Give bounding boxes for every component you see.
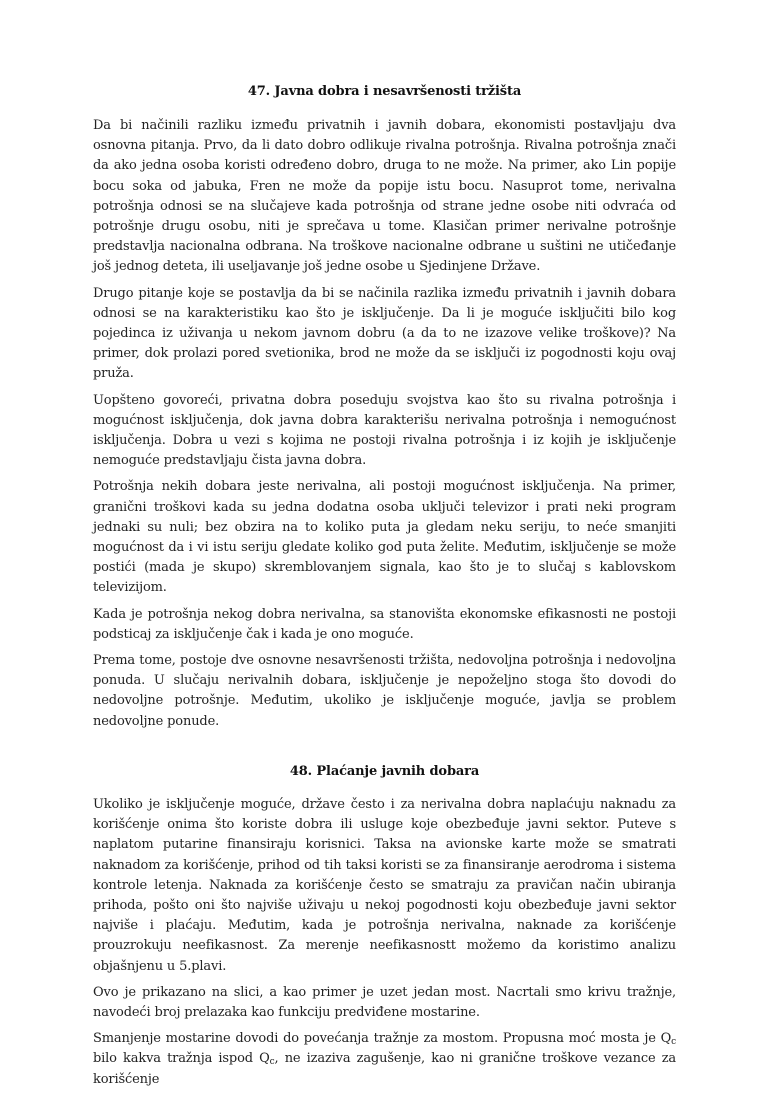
paragraph: Drugo pitanje koje se postavlja da bi se načinila razlika između privatnih i javnih dobara odnosi se na karakteristiku kao što je isključenje. Da li je moguće isključiti bilo kog pojedinca iz uživanja u nekom javnom dobru (a da to ne izazove velike troškove)? Na primer, dok prolazi pored svetionika, brod ne može da se isključi iz pogodnosti koju ovaj pruža.	[93, 285, 676, 382]
paragraph: Potrošnja nekih dobara jeste nerivalna, ali postoji mogućnost isključenja. Na primer, granični troškovi kada su jedna dodatna osoba uključi televizor i prati neki program jednaki su nuli; bez obzira na to koliko puta ja gledam neku seriju, to neće smanjiti mogućnost da i vi istu seriju gledate koliko god puta želite. Međutim, isključenje se može postići (mada je skupo) skremblovanjem signala, kao što je to slučaj s kablovskom televizijom.	[93, 479, 676, 596]
paragraph: Ovo je prikazano na slici, a kao primer je uzet jedan most. Nacrtali smo krivu tražnje, navodeći broj prelazaka kao funkciju predviđene mostarine.	[93, 984, 676, 1020]
subscript: c	[269, 1057, 275, 1068]
text-run: bilo kakva tražnja ispod Q	[93, 1051, 270, 1067]
text-run: , ne izaziva zagušenje, kao ni granične troškove vezance za korišćenje	[93, 1051, 677, 1087]
paragraph: Kada je potrošnja nekog dobra nerivalna, sa stanovišta ekonomske efikasnosti ne postoji podsticaj za isključenje čak i kada je ono moguće.	[93, 606, 676, 642]
paragraph: Da bi načinili razliku između privatnih i javnih dobara, ekonomisti postavljaju dva osnovna pitanja. Prvo, da li dato dobro odlikuje rivalna potrošnja. Rivalna potrošnja znači da ako jedna osoba koristi određeno dobro, druga to ne može. Na primer, ako Lin popije bocu soka od jabuka, Fren ne može da popije istu bocu. Nasuprot tome, nerivalna potrošnja odnosi se na slučajeve kada potrošnja od strane jedne osobe niti odvraća od potrošnje drugu osobu, niti je sprečava u tome. Klasičan primer nerivalne potrošnje predstavlja nacionalna odbrana. Na troškove nacionalne odbrane u suštini ne utičeđanje još jednog deteta, ili useljavanje još jedne osobe u Sjedinjene Države.	[93, 118, 676, 275]
paragraph: Prema tome, postoje dve osnovne nesavršenosti tržišta, nedovoljna potrošnja i nedovoljna ponuda. U slučaju nerivalnih dobara, isključenje je nepoželjno stoga što dovodi do nedovoljne potrošnje. Međutim, ukoliko je isključenje moguće, javlja se problem nedovoljne ponude.	[93, 653, 676, 729]
text-run: Smanjenje mostarine dovodi do povećanja tražnje za mostom. Propusna moć mosta je Q	[93, 1031, 672, 1047]
paragraph: Ukoliko je isključenje moguće, države često i za nerivalna dobra naplaćuju naknadu za korišćenje onima što koriste dobra ili usluge koje obezbeđuje javni sektor. Puteve s naplatom putarine finansiraju korisnici. Taksa na avionske karte može se smatrati naknadom za korišćenje, prihod od tih taksi koristi se za finansiranje aerodroma i sistema kontrole letenja. Naknada za korišćenje često se smatraju za pravičan način ubiranja prihoda, pošto oni što najviše uživaju u nekoj pogodnosti koju obezbeđuje javni sektor najviše i plaćaju. Međutim, kada je potrošnja nerivalna, naknade za korišćenje prouzrokuju neefikasnost. Za merenje neefikasnostt možemo da koristimo analizu objašnjenu u 5.plavi.	[93, 796, 676, 974]
paragraph: Uopšteno govoreći, privatna dobra poseduju svojstva kao što su rivalna potrošnja i mogućnost isključenja, dok javna dobra karakterišu nerivalna potrošnja i nemogućnost isključenja. Dobra u vezi s kojima ne postoji rivalna potrošnja i iz kojih je isključenje nemoguće predstavljaju čista javna dobra.	[93, 392, 676, 469]
section-title-48: 48. Plaćanje javnih dobara	[289, 763, 480, 779]
section-title-47: 47. Javna dobra i nesavršenosti tržišta	[247, 84, 522, 99]
paragraph-last	[93, 1029, 676, 1090]
document-body	[93, 82, 676, 1096]
subscript: c	[671, 1037, 676, 1048]
section-spacer	[93, 738, 676, 762]
